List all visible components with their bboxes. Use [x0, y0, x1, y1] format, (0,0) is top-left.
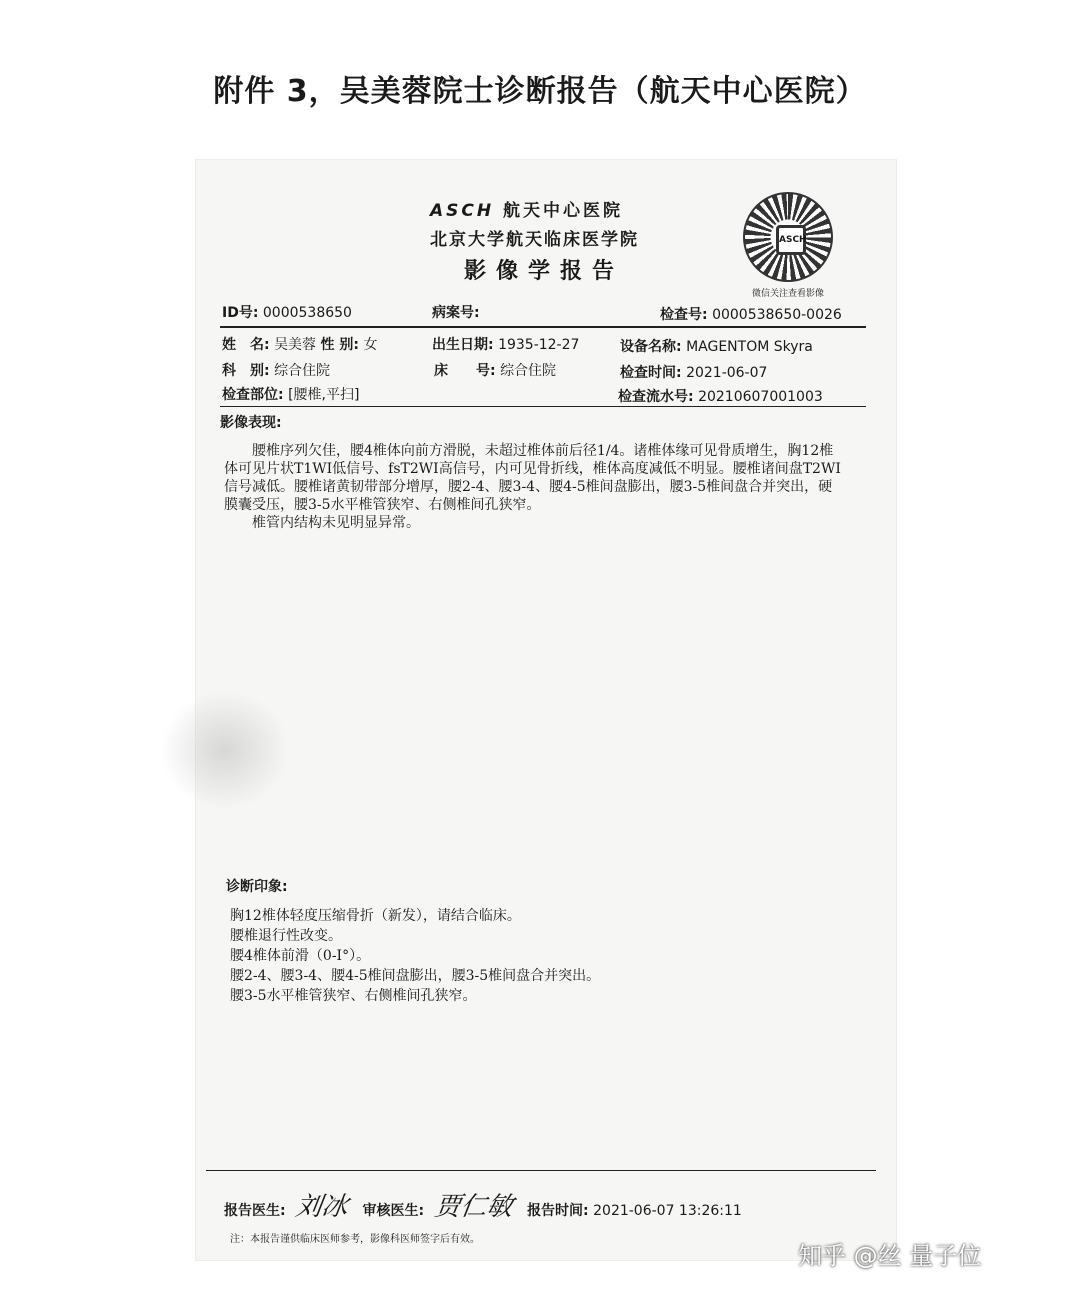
- hospital-header: [430, 196, 639, 250]
- device-label: 设备名称:: [620, 339, 682, 355]
- birth-field: [432, 334, 579, 354]
- reporter-label: 报告医生:: [224, 1203, 286, 1219]
- id-label: ID号:: [222, 305, 259, 321]
- page-title: 附件 3，吴美蓉院士诊断报告（航天中心医院）: [213, 74, 867, 109]
- exam-time-value: 2021-06-07: [686, 365, 768, 381]
- dept-value: 综合住院: [274, 363, 331, 379]
- sex-value: 女: [363, 337, 378, 353]
- case-label: 病案号:: [432, 305, 480, 321]
- reviewer-label: 审核医生:: [362, 1203, 425, 1219]
- part-value: [腰椎,平扫]: [288, 387, 360, 403]
- serial-label: 检查流水号:: [618, 389, 694, 405]
- exam-no-field: [660, 304, 842, 324]
- qr-center-logo: ASCH: [776, 225, 806, 255]
- bed-field: [434, 360, 556, 380]
- name-field: [222, 334, 377, 354]
- info-rule: [220, 406, 866, 407]
- id-field: [222, 302, 352, 322]
- report-time-label: 报告时间:: [527, 1203, 589, 1219]
- birth-value: 1935-12-27: [498, 337, 580, 353]
- id-value: 0000538650: [262, 305, 352, 321]
- part-field: [222, 384, 359, 404]
- footer-note: 注：本报告谨供临床医师参考，影像科医师签字后有效。: [230, 1234, 480, 1245]
- findings-label: 影像表现:: [220, 415, 282, 431]
- report-title: 影像学报告: [464, 259, 625, 284]
- part-label: 检查部位:: [222, 387, 284, 403]
- qr-caption: 微信关注查看影像: [751, 289, 824, 299]
- scan-smudge: [160, 690, 290, 810]
- bed-label: 床 号:: [434, 363, 496, 379]
- exam-time-label: 检查时间:: [620, 365, 682, 381]
- qr-code-block: [740, 192, 836, 299]
- findings-text: [224, 442, 844, 532]
- impression-item: 腰4椎体前滑（0-I°）。: [230, 948, 371, 964]
- impression-label: 诊断印象:: [226, 879, 288, 895]
- qr-code-icon: [743, 192, 833, 282]
- findings-paragraph: 腰椎序列欠佳，腰4椎体向前方滑脱，未超过椎体前后径1/4。诸椎体缘可见骨质增生，胸12椎体可见片状T1WI低信号、fsT2WI高信号，内可见骨折线，椎体高度减低不明显。腰椎诸间盘T2WI信号减低。腰椎诸黄韧带部分增厚，腰2-4、腰3-4、腰4-5椎间盘膨出，腰3-5椎间盘合并突出，硬膜囊受压，腰3-5水平椎管狭窄、右侧椎间孔狭窄。: [224, 443, 841, 513]
- impression-item: 腰2-4、腰3-4、腰4-5椎间盘膨出，腰3-5椎间盘合并突出。: [230, 968, 601, 984]
- header-rule: [220, 326, 866, 328]
- case-field: [432, 302, 480, 322]
- reviewer-signature: 贾仁敏: [432, 1192, 515, 1222]
- findings-paragraph: 椎管内结构未见明显异常。: [252, 515, 420, 531]
- name-label: 姓 名:: [222, 337, 270, 353]
- serial-field: [618, 386, 823, 406]
- bed-value: 综合住院: [500, 363, 557, 379]
- signature-row: [224, 1186, 742, 1223]
- scanned-report-sheet: [196, 160, 896, 1260]
- report-time-value: 2021-06-07 13:26:11: [593, 1203, 742, 1219]
- footer-rule: [206, 1170, 876, 1171]
- exam-no-label: 检查号:: [660, 307, 708, 323]
- device-value: MAGENTOM Skyra: [686, 339, 813, 355]
- hospital-affiliation: 北京大学航天临床医学院: [430, 230, 639, 250]
- impression-item: 胸12椎体轻度压缩骨折（新发），请结合临床。: [230, 908, 521, 924]
- exam-no-value: 0000538650-0026: [712, 307, 842, 323]
- serial-value: 20210607001003: [698, 389, 823, 405]
- watermark: 知乎 @丝 量子位: [798, 1242, 982, 1270]
- dept-label: 科 别:: [222, 363, 270, 379]
- impression-list: [230, 906, 850, 1006]
- device-field: [620, 336, 813, 356]
- exam-time-field: [620, 362, 767, 382]
- impression-item: 腰3-5水平椎管狭窄、右侧椎间孔狭窄。: [230, 988, 477, 1004]
- hospital-logo: ASCH: [430, 201, 495, 221]
- reporter-signature: 刘冰: [293, 1192, 350, 1222]
- dept-field: [222, 360, 330, 380]
- sex-label: 性 别:: [320, 337, 359, 353]
- impression-item: 腰椎退行性改变。: [230, 928, 342, 944]
- name-value: 吴美蓉: [274, 337, 317, 353]
- birth-label: 出生日期:: [432, 337, 494, 353]
- hospital-name: 航天中心医院: [503, 201, 624, 221]
